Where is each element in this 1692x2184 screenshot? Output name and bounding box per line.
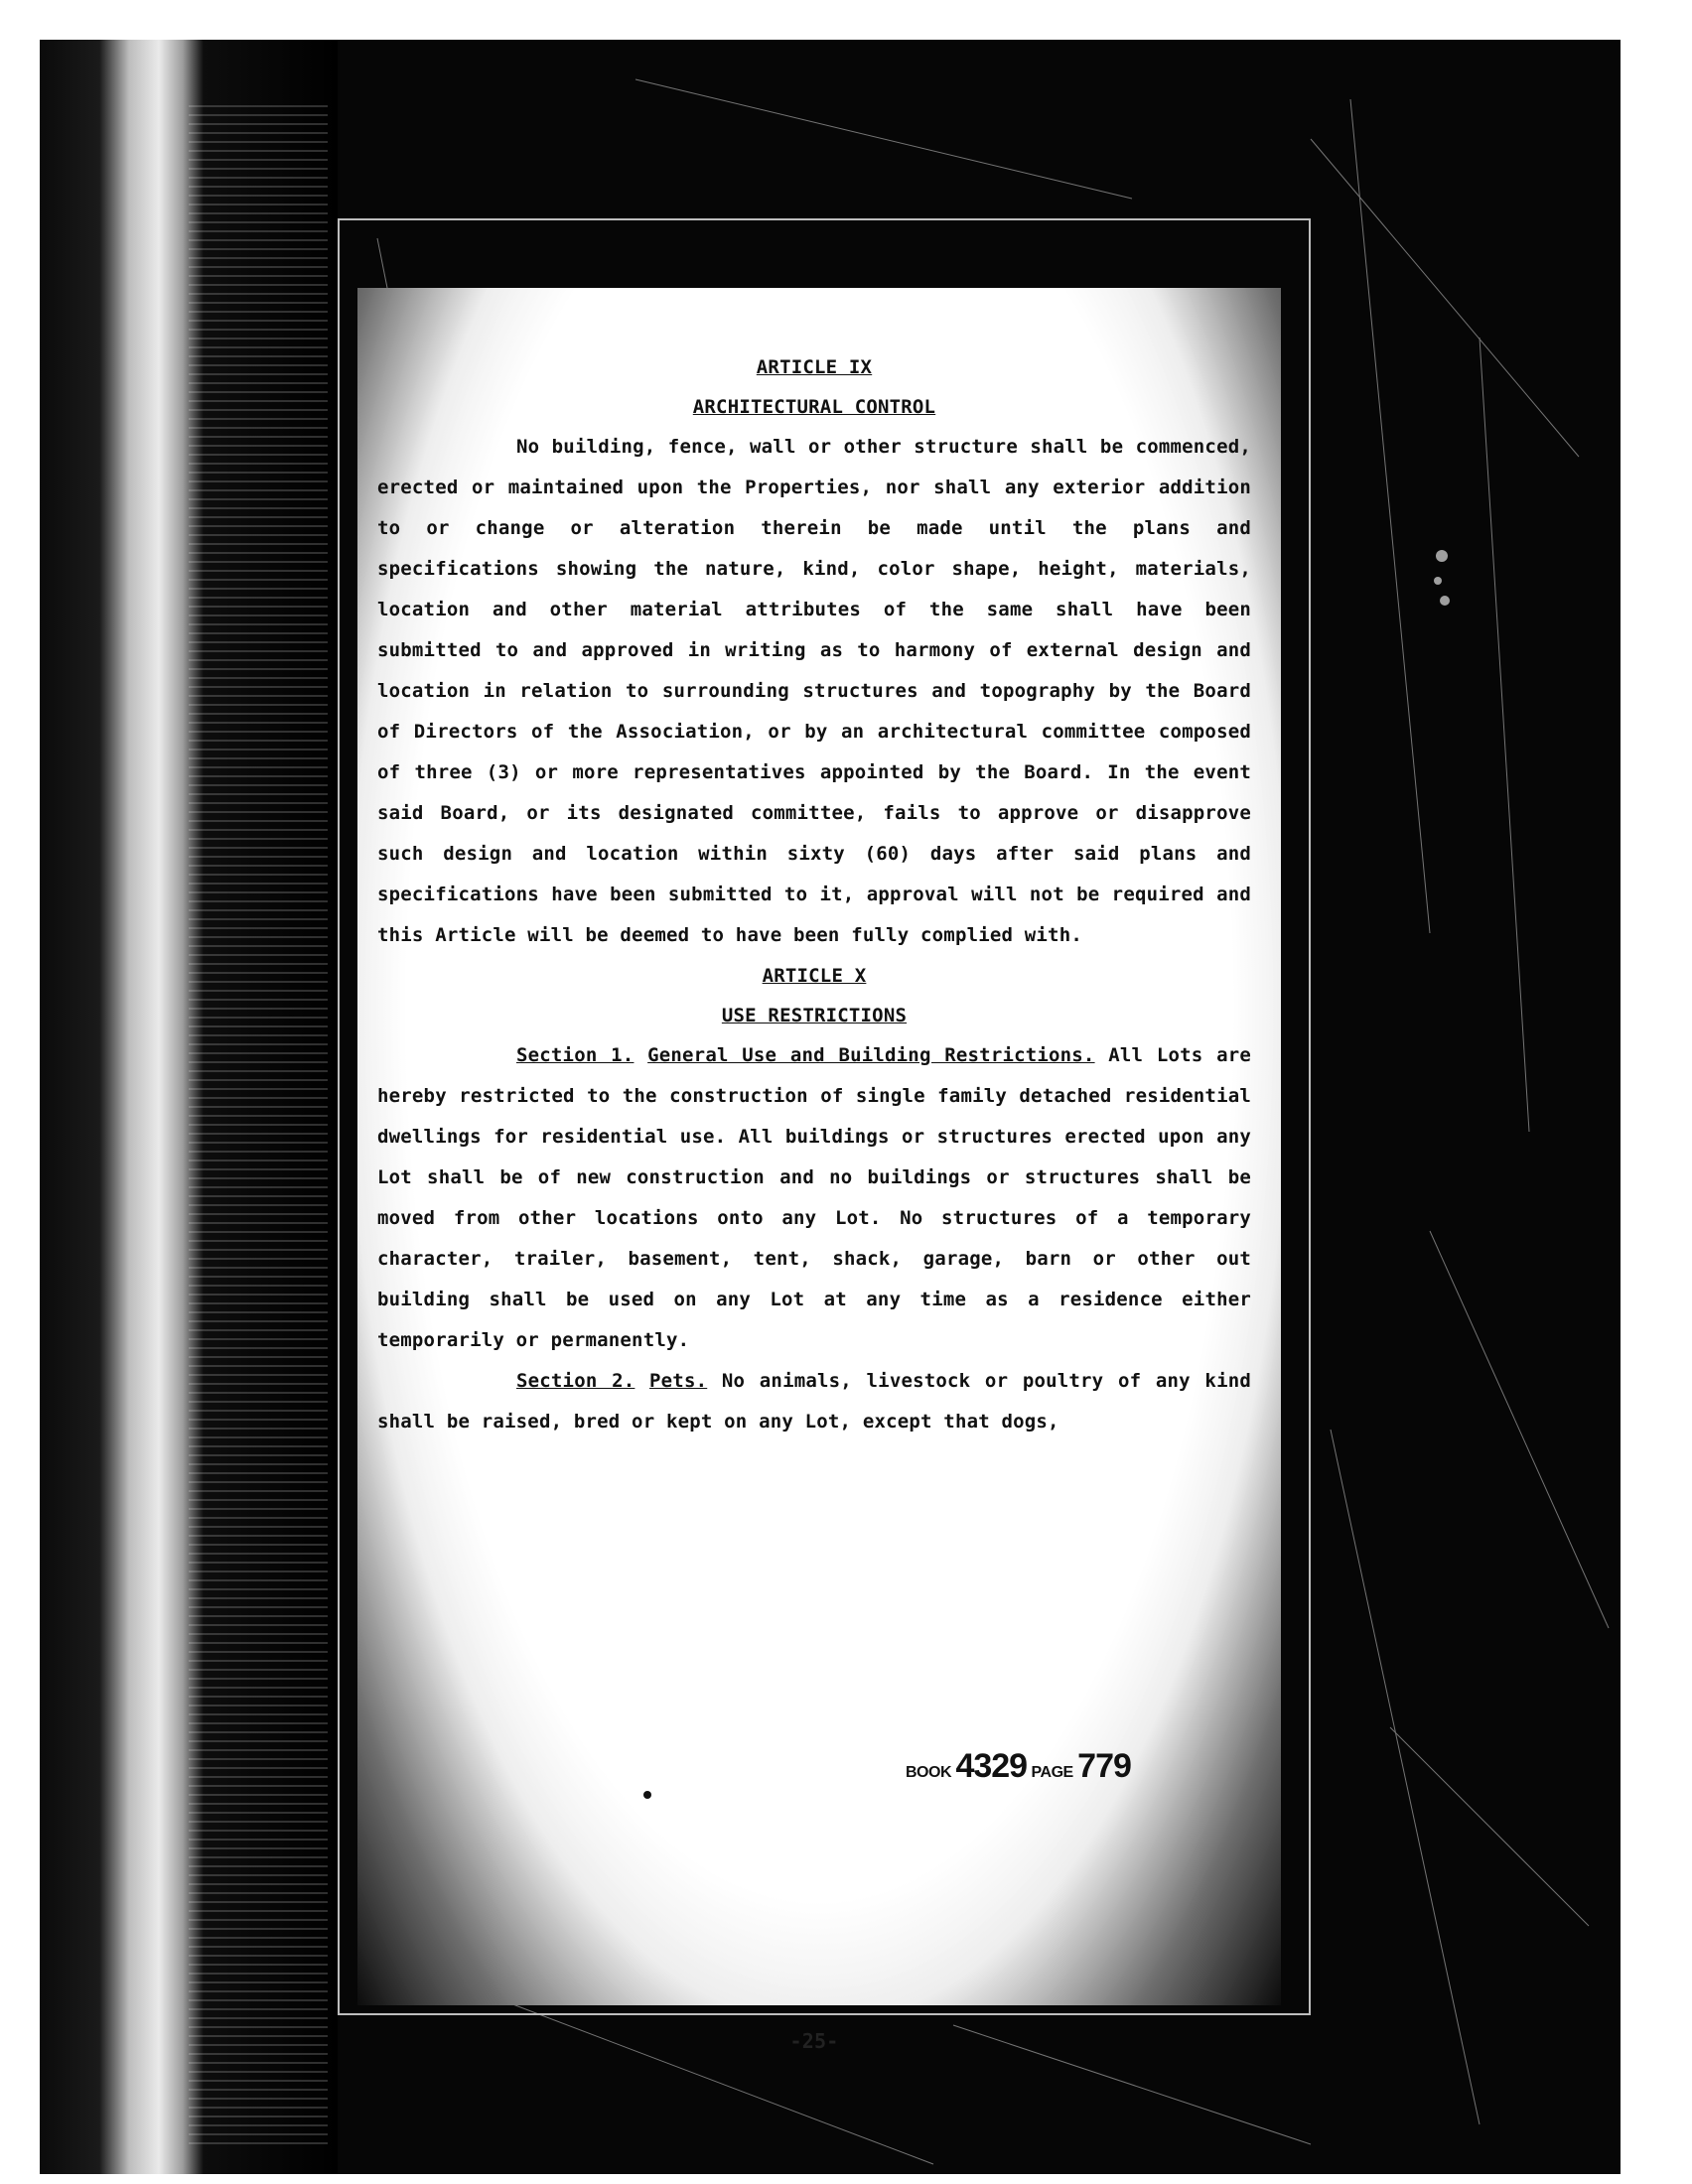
section-2-title: Pets. — [649, 1370, 708, 1392]
section-2-label: Section 2. — [516, 1370, 635, 1392]
section-1-paragraph — [377, 1035, 1251, 1361]
section-1-body: All Lots are hereby restricted to the construction of single family detached residential dwellings for residential use. All buildings or structures erected upon any Lot shall be of new construction and no buildings or structures shall be moved from other locations onto any Lot. No structures of a temporary character, trailer, basement, tent, shack, garage, barn or other out building shall be used on any Lot at any time as a residence either temporarily or permanently. — [377, 1044, 1252, 1351]
section-2-paragraph — [377, 1361, 1251, 1442]
book-page-stamp — [906, 1747, 1131, 1786]
article-x-heading: ARTICLE X — [762, 965, 867, 987]
book-label: BOOK — [906, 1764, 951, 1781]
book-number: 4329 — [955, 1747, 1028, 1785]
stamp-page-number: 779 — [1077, 1747, 1131, 1785]
page-number: -25- — [789, 2029, 839, 2053]
article-ix-heading: ARTICLE IX — [756, 356, 873, 378]
page-label: PAGE — [1031, 1764, 1073, 1781]
article-ix-body: No building, fence, wall or other structure shall be commenced, erected or maintained upon the Properties, nor shall any exterior addition to or change or alteration therein be made until the plans and specifications showing the nature, kind, color shape, height, materials, location and other material attributes of the same shall have been submitted to and approved in writing as to harmony of external design and location in relation to surrounding structures and topography by the Board of Directors of the Association, or by an architectural committee composed of three (3) or more representatives appointed by the Board. In the event said Board, or its designated committee, fails to approve or disapprove such design and location within sixty (60) days after said plans and specifications have been submitted to it, approval will not be required and this Article will be deemed to have been fully complied with. — [377, 436, 1251, 946]
section-2-body: No animals, livestock or poultry of any kind shall be raised, bred or kept on any Lot, except that dogs, — [377, 1370, 1251, 1433]
section-1-label: Section 1. — [516, 1044, 634, 1066]
ink-dot — [643, 1791, 651, 1799]
section-1-title: General Use and Building Restrictions. — [647, 1044, 1095, 1066]
article-x-subheading: USE RESTRICTIONS — [721, 1005, 908, 1026]
book-binding-edge — [40, 40, 338, 2174]
article-ix-subheading: ARCHITECTURAL CONTROL — [692, 396, 936, 418]
